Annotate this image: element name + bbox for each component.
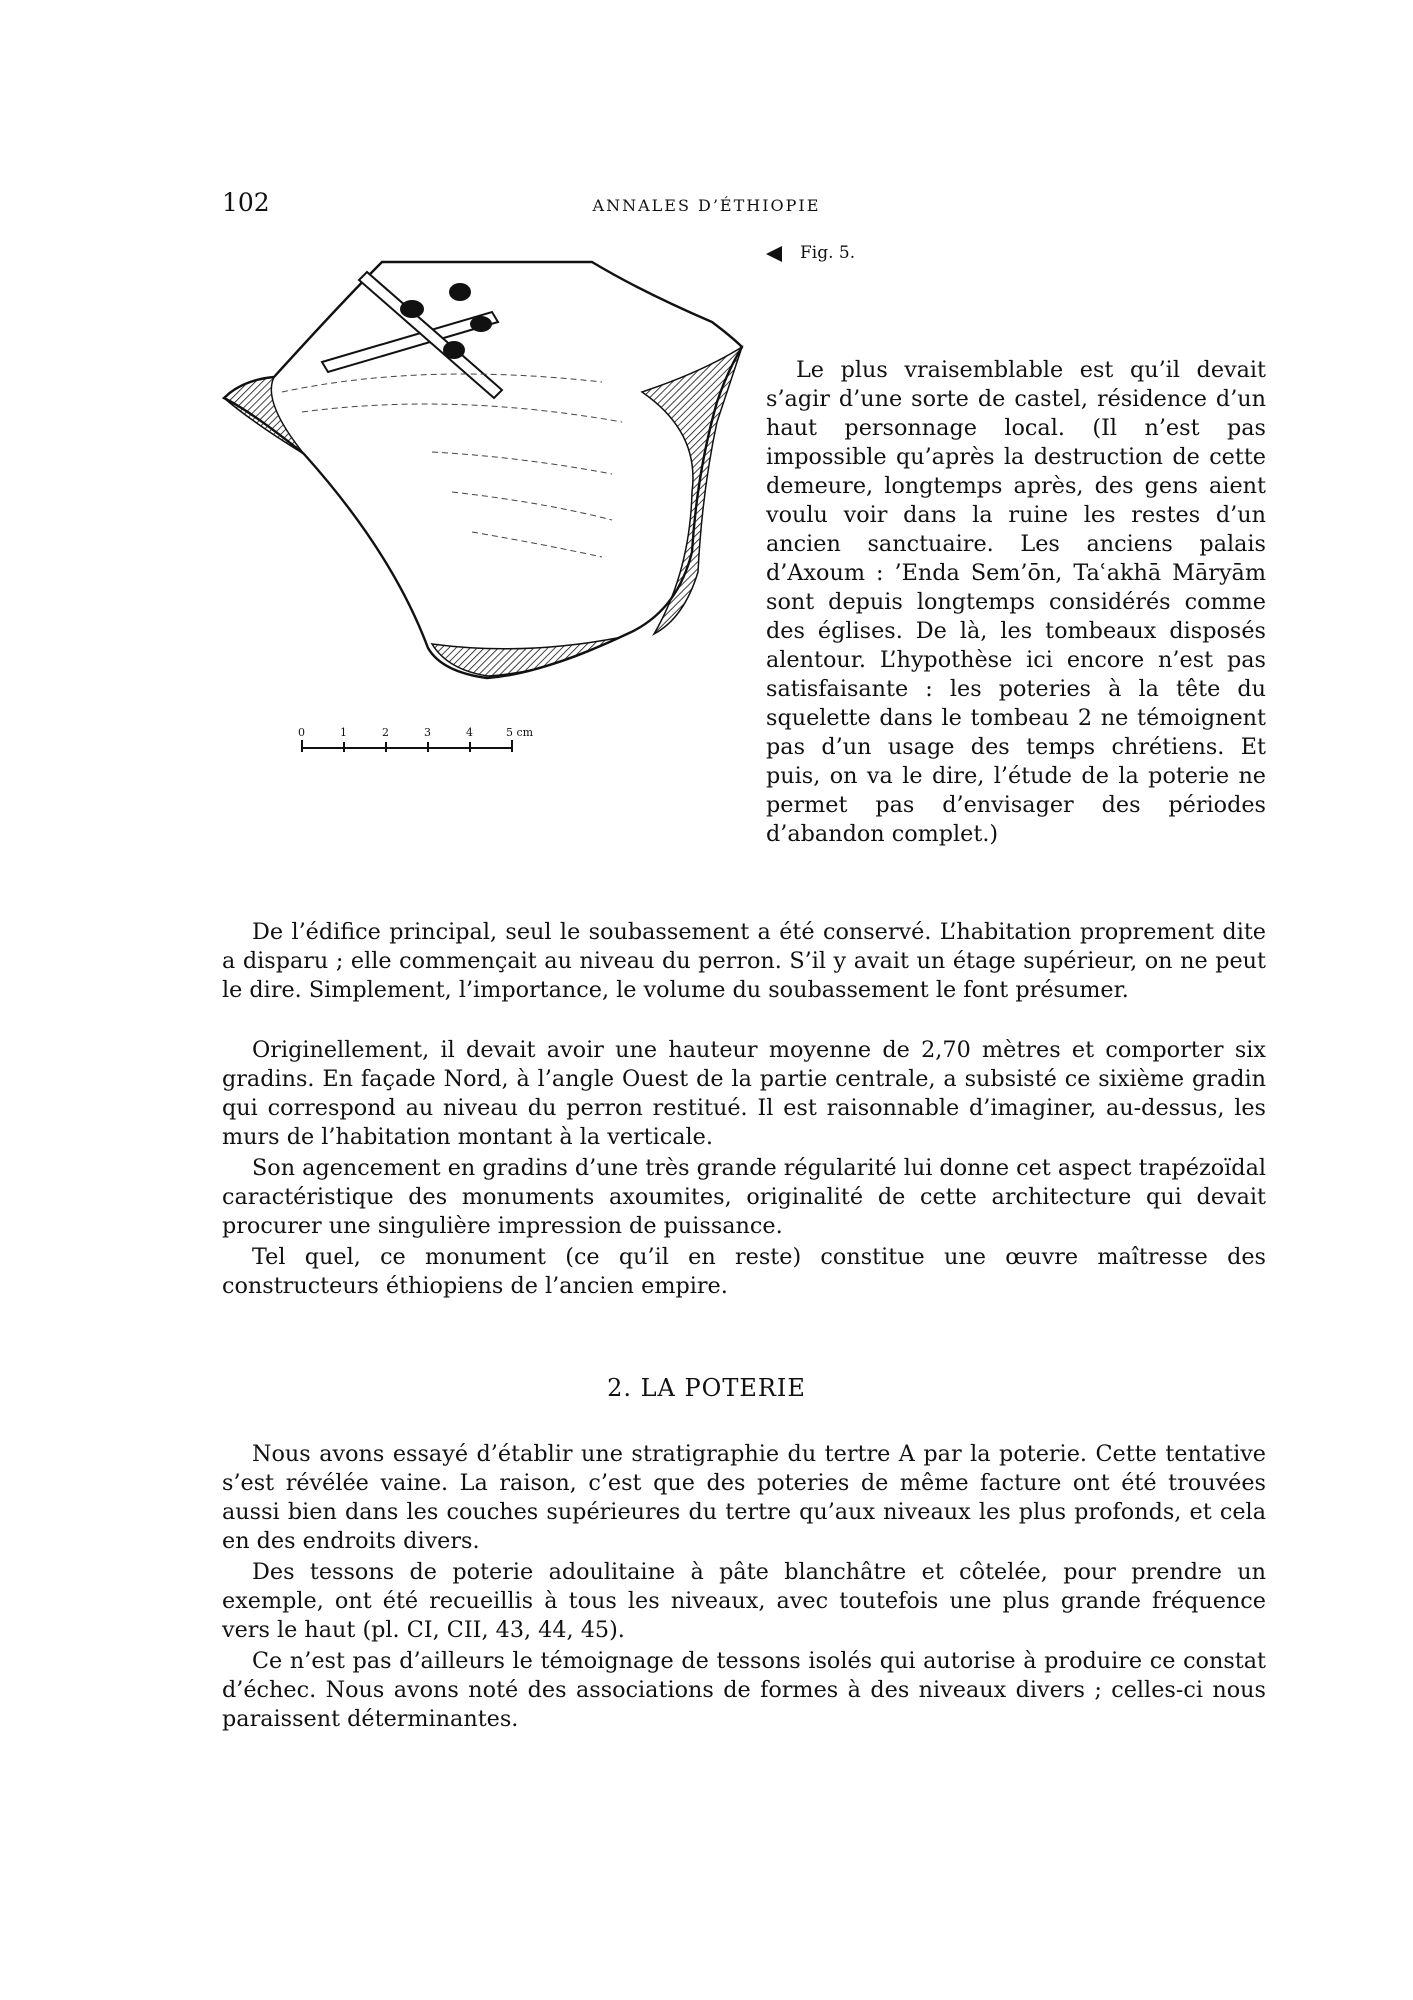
paragraph-monument: Tel quel, ce monument (ce qu’il en reste) constitue une œuvre maîtresse des constructeurs éthiopiens de l’ancien empire. bbox=[222, 1244, 1266, 1299]
running-title: ANNALES D’ÉTHIOPIE bbox=[592, 196, 821, 215]
page-number: 102 bbox=[222, 188, 270, 217]
figure-5-pottery-sherd-drawing bbox=[222, 252, 752, 772]
scale-label: 2 bbox=[382, 726, 389, 739]
scale-label: 1 bbox=[340, 726, 347, 739]
scale-label: 0 bbox=[298, 726, 305, 739]
paragraph-hauteur: Originellement, il devait avoir une hauteur moyenne de 2,70 mètres et comporter six gradins. En façade Nord, à l’angle Ouest de la partie centrale, a subsisté ce sixième gradin qui correspond au niveau du perron restitué. Il est raisonnable d’imaginer, au-dessus, les murs de l’habitation montant à la verticale. bbox=[222, 1037, 1266, 1150]
paragraph-echec: Ce n’est pas d’ailleurs le témoignage de tessons isolés qui autorise à produire ce constat d’échec. Nous avons noté des associations de formes à des niveaux divers ; celles-ci nous paraissent déterminantes. bbox=[222, 1648, 1266, 1732]
paragraph-edifice: De l’édifice principal, seul le soubassement a été conservé. L’habitation proprement dite a disparu ; elle commençait au niveau du perron. S’il y avait un étage supérieur, on ne peut le dire. Simplement, l’importance, le volume du soubassement le font présumer. bbox=[222, 919, 1266, 1003]
scale-label: 4 bbox=[466, 726, 473, 739]
scale-label: 3 bbox=[424, 726, 431, 739]
scale-label: 5 cm bbox=[506, 726, 534, 739]
arrow-left-icon bbox=[766, 246, 782, 262]
figure-caption-text: Fig. 5. bbox=[800, 243, 856, 263]
paragraph-gradins: Son agencement en gradins d’une très grande régularité lui donne cet aspect trapézoïdal caractéristique des monuments axoumites, originalité de cette architecture qui devait procurer une singulière impression de puissance. bbox=[222, 1155, 1266, 1239]
paragraph-stratigraphie: Nous avons essayé d’établir une stratigraphie du tertre A par la poterie. Cette tentative s’est révélée vaine. La raison, c’est que des poteries de même facture ont été trouvées aussi bien dans les couches supérieures du tertre qu’aux niveaux les plus profonds, et cela en des endroits divers. bbox=[222, 1441, 1266, 1554]
scale-bar bbox=[302, 740, 512, 752]
paragraph-castel: Le plus vraisemblable est qu’il devait s’agir d’une sorte de castel, résidence d’un haut personnage local. (Il n’est pas impossible qu’après la destruction de cette demeure, longtemps après, des gens aient voulu voir dans la ruine les restes d’un ancien sanctuaire. Les anciens palais d’Axoum : ’Enda Sem’ōn, Taʿakhā Māryām sont depuis longtemps considérés comme des églises. De là, les tombeaux disposés alentour. L’hypothèse ici encore n’est pas satisfaisante : les poteries à la tête du squelette dans le tombeau 2 ne témoignent pas d’un usage des temps chrétiens. Et puis, on va le dire, l’étude de la poterie ne permet pas d’envisager des périodes d’abandon complet.) bbox=[766, 357, 1266, 847]
section-title: 2. LA POTERIE bbox=[607, 1374, 806, 1402]
paragraph-tessons: Des tessons de poterie adoulitaine à pâte blanchâtre et côtelée, pour prendre un exemple, ont été recueillis à tous les niveaux, avec toutefois une plus grande fréquence vers le haut (pl. CI, CII, 43, 44, 45). bbox=[222, 1559, 1266, 1643]
figure-caption bbox=[766, 243, 855, 263]
